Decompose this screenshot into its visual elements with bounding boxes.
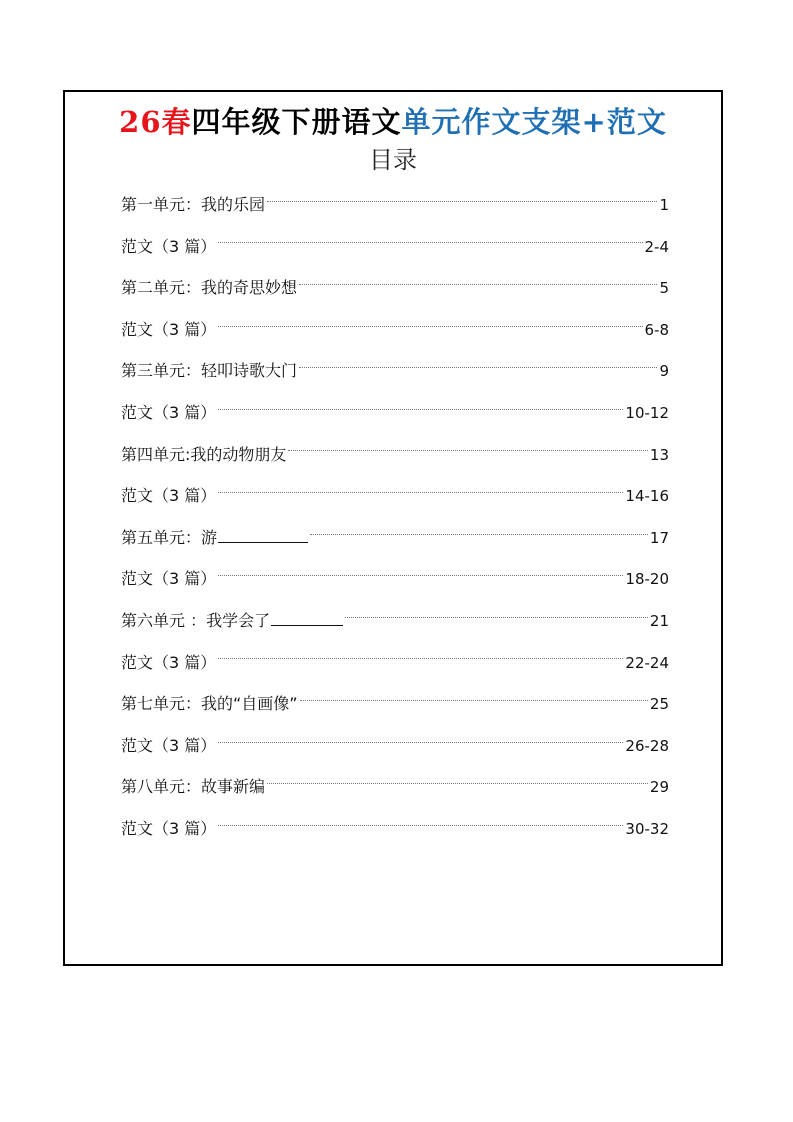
toc-entry[interactable] — [121, 683, 669, 725]
dot-leader — [267, 200, 657, 202]
dot-leader — [218, 741, 623, 743]
toc-entry[interactable] — [121, 517, 669, 559]
toc-entry[interactable] — [121, 558, 669, 600]
toc-entry-page: 1 — [659, 196, 669, 214]
toc-entry-page: 9 — [659, 362, 669, 381]
toc-entry[interactable] — [121, 184, 669, 226]
toc-entry[interactable] — [121, 267, 669, 309]
toc-entry-label: 范文（3 篇） — [121, 319, 217, 339]
toc-entry[interactable] — [121, 350, 669, 392]
fill-in-blank-line — [218, 528, 308, 543]
table-of-contents — [121, 184, 669, 850]
toc-entry-page: 22-24 — [625, 653, 669, 672]
toc-entry[interactable] — [121, 766, 669, 808]
toc-entry-page: 25 — [649, 695, 669, 714]
toc-entry-page: 29 — [649, 778, 669, 797]
dot-leader — [218, 824, 623, 826]
dot-leader — [218, 574, 623, 576]
title-year: 26春 — [119, 105, 192, 139]
toc-entry[interactable] — [121, 226, 669, 268]
toc-entry-page: 18-20 — [625, 570, 669, 589]
dot-leader — [267, 782, 648, 784]
toc-entry[interactable] — [121, 725, 669, 767]
toc-entry-label: 第四单元:我的动物朋友 — [121, 444, 287, 464]
toc-entry-page: 14-16 — [625, 487, 669, 506]
dot-leader — [218, 325, 642, 327]
toc-heading: 目录 — [369, 146, 417, 174]
title-topic: 单元作文支架+范文 — [401, 105, 667, 139]
title-grade: 四年级下册语文 — [191, 105, 402, 139]
toc-entry[interactable] — [121, 642, 669, 684]
dot-leader — [218, 241, 642, 243]
document-title — [65, 104, 721, 140]
toc-entry-page: 30-32 — [625, 819, 669, 838]
toc-entry-label: 第六单元 ：我学会了 — [121, 610, 271, 630]
toc-entry-label: 第二单元：我的奇思妙想 — [121, 278, 298, 298]
toc-entry-page: 2-4 — [644, 237, 669, 256]
toc-entry-label: 范文（3 篇） — [121, 236, 217, 256]
dot-leader — [310, 533, 648, 535]
toc-entry-page: 5 — [659, 279, 669, 298]
toc-entry-label: 第三单元：轻叩诗歌大门 — [121, 361, 298, 381]
dot-leader — [299, 283, 657, 285]
dot-leader — [300, 699, 648, 701]
toc-entry-label: 范文（3 篇） — [121, 652, 217, 672]
toc-entry-page: 13 — [649, 445, 669, 464]
toc-entry-page: 10-12 — [625, 403, 669, 422]
dot-leader — [218, 657, 623, 659]
toc-entry[interactable] — [121, 475, 669, 517]
toc-entry[interactable] — [121, 392, 669, 434]
dot-leader — [288, 449, 648, 451]
document-frame — [63, 90, 723, 966]
toc-entry-label: 范文（3 篇） — [121, 486, 217, 506]
dot-leader — [345, 616, 648, 618]
toc-entry-label: 第八单元：故事新编 — [121, 777, 266, 797]
toc-entry-label: 第七单元：我的“自画像” — [121, 694, 298, 714]
toc-entry-label: 第五单元：游 — [121, 527, 218, 547]
toc-entry-label: 范文（3 篇） — [121, 569, 217, 589]
toc-entry[interactable] — [121, 434, 669, 476]
toc-entry-page: 21 — [649, 611, 669, 630]
toc-entry[interactable] — [121, 808, 669, 850]
toc-entry[interactable] — [121, 600, 669, 642]
dot-leader — [218, 408, 623, 410]
dot-leader — [299, 366, 657, 368]
toc-entry-label: 范文（3 篇） — [121, 818, 217, 838]
toc-entry-page: 6-8 — [644, 320, 669, 339]
toc-entry-label: 范文（3 篇） — [121, 735, 217, 755]
toc-entry-label: 范文（3 篇） — [121, 402, 217, 422]
toc-entry-page: 17 — [649, 528, 669, 547]
fill-in-blank-line — [271, 611, 343, 626]
dot-leader — [218, 491, 623, 493]
toc-entry[interactable] — [121, 309, 669, 351]
toc-entry-label: 第一单元：我的乐园 — [121, 195, 266, 214]
toc-entry-page: 26-28 — [625, 736, 669, 755]
